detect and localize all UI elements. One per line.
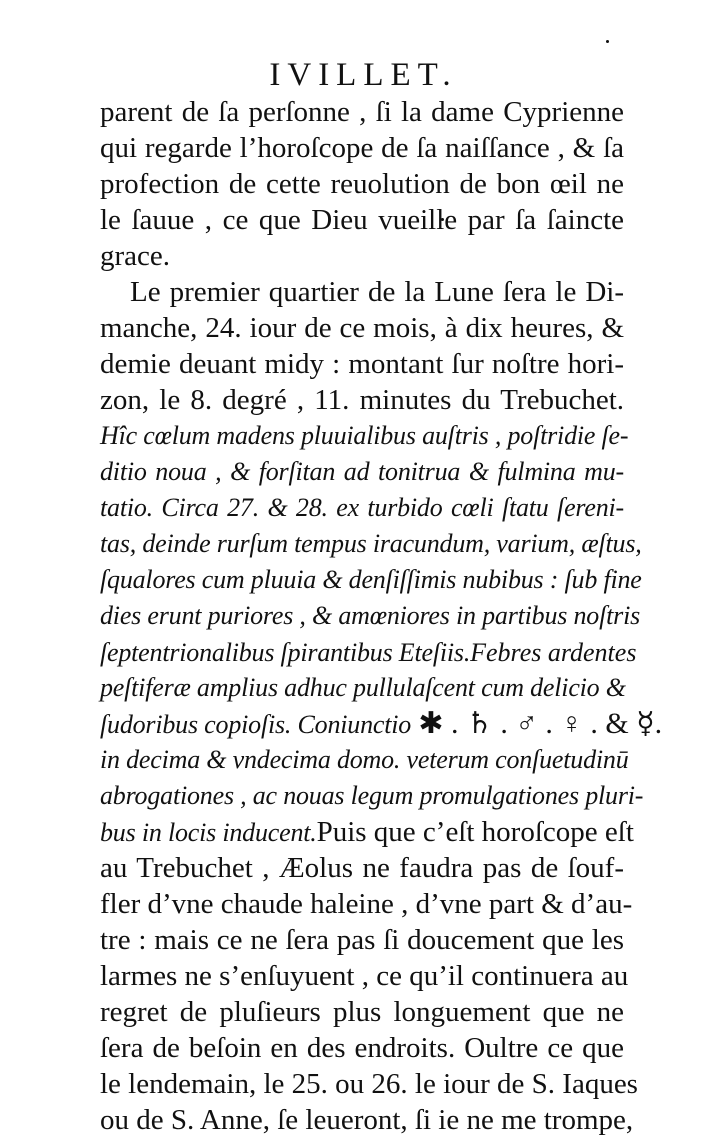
latin-text-roman: Febres ardentes bbox=[470, 638, 637, 667]
text-line: larmes ne s’enſuyuent , ce qu’il continuera au bbox=[100, 960, 629, 992]
text-line: au Trebuchet , Æolus ne faudra pas de ſouf- bbox=[100, 852, 624, 884]
latin-line: in decima & vndecima domo. veterum conſuetudinū bbox=[100, 745, 629, 774]
text-line: grace. bbox=[100, 240, 171, 272]
latin-line: ditio noua , & forſitan ad tonitrua & fulmina mu- bbox=[100, 457, 624, 486]
latin-line: abrogationes , ac nouas legum promulgationes pluri- bbox=[100, 781, 644, 810]
latin-line: ſqualores cum pluuia & denſiſſimis nubibus : ſub fine bbox=[100, 565, 642, 594]
latin-line: dies erunt puriores , & amœniores in partibus noſtris bbox=[100, 601, 641, 630]
mixed-line bbox=[100, 634, 637, 670]
text-line: zon, le 8. degré , 11. minutes du Trebuchet. bbox=[100, 384, 624, 416]
mixed-line bbox=[100, 814, 634, 850]
latin-line: tatio. Circa 27. & 28. ex turbido cœli ſtatu ſereni- bbox=[100, 493, 624, 522]
latin-line: Hîc cœlum madens pluuialibus auſtris , poſtridie ſe- bbox=[100, 421, 629, 450]
text-line: manche, 24. iour de ce mois, à dix heures, & bbox=[100, 312, 624, 344]
text-line: profection de cette reuolution de bon œil ne bbox=[100, 168, 624, 200]
french-text: Puis que c’eſt horoſcope eſt bbox=[316, 816, 634, 848]
text-line: le lendemain, le 25. ou 26. le iour de S. Iaques bbox=[100, 1068, 638, 1100]
latin-line: tas, deinde rurſum tempus iracundum, varium, æſtus, bbox=[100, 529, 642, 558]
running-title: IVILLET. bbox=[269, 57, 458, 93]
text-line: fler d’vne chaude haleine , d’vne part & d’au- bbox=[100, 888, 633, 920]
latin-line: peſtiferæ amplius adhuc pullulaſcent cum delicio & bbox=[100, 673, 626, 702]
text-line: ſera de beſoin en des endroits. Oultre ce que bbox=[100, 1032, 624, 1064]
text-line: parent de ſa perſonne , ſi la dame Cyprienne bbox=[100, 96, 624, 128]
text-line: ou de S. Anne, ſe leueront, ſi ie ne me trompe, bbox=[100, 1104, 634, 1136]
planet-symbols: ✱ . ♄ . ♂ . ♀ . & ☿. bbox=[418, 707, 663, 740]
text-line: le ſauue , ce que Dieu vueille par ſa ſaincte bbox=[100, 204, 624, 236]
text-line: regret de pluſieurs plus longuement que ne bbox=[100, 996, 624, 1028]
text-line: tre : mais ce ne ſera pas ſi doucement que les bbox=[100, 924, 624, 956]
latin-text: ſeptentrionalibus ſpirantibus Eteſiis. bbox=[100, 638, 471, 667]
latin-text: ſudoribus copioſis. Coniunctio bbox=[100, 710, 412, 739]
ink-speck bbox=[606, 40, 609, 43]
conjunction-line bbox=[100, 706, 663, 742]
latin-text: bus in locis inducent. bbox=[100, 818, 317, 847]
text-line: qui regarde l’horoſcope de ſa naiſſance , & ſa bbox=[100, 132, 624, 164]
text-line: demie deuant midy : montant ſur noſtre hori- bbox=[100, 348, 624, 380]
paragraph-start-line: Le premier quartier de la Lune ſera le Di- bbox=[130, 276, 624, 308]
